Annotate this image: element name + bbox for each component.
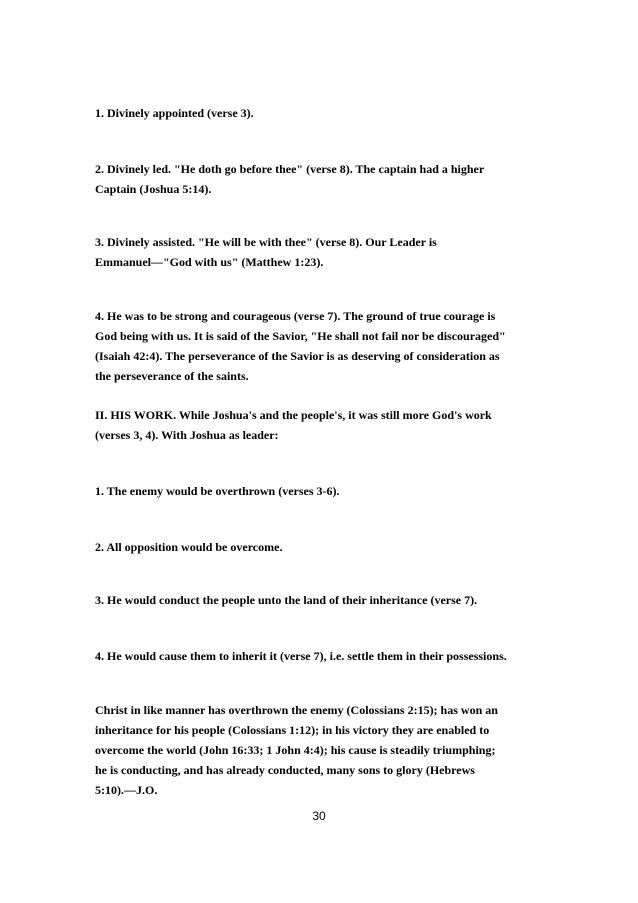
paragraph-his-work <box>95 405 555 445</box>
text-line: Emmanuel—"God with us" (Matthew 1:23). <box>95 255 324 269</box>
text-line: 1. Divinely appointed (verse 3). <box>95 106 254 120</box>
paragraph-strong-and-courageous <box>95 306 555 386</box>
text-line: 2. All opposition would be overcome. <box>95 540 283 554</box>
paragraph-inherit-it <box>95 646 555 666</box>
paragraph-divinely-assisted <box>95 232 555 272</box>
text-line: 3. He would conduct the people unto the land of their inheritance (verse 7). <box>95 593 478 607</box>
text-line: overcome the world (John 16:33; 1 John 4:4); his cause is steadily triumphing; <box>95 743 496 757</box>
text-line: (Isaiah 42:4). The perseverance of the Savior is as deserving of consideration as <box>95 349 500 363</box>
text-line: 4. He would cause them to inherit it (verse 7), i.e. settle them in their possessions. <box>95 649 507 663</box>
paragraph-enemy-overthrown <box>95 481 555 501</box>
paragraph-opposition-overcome <box>95 537 555 557</box>
text-line: (verses 3, 4). With Joshua as leader: <box>95 428 279 442</box>
text-line: Captain (Joshua 5:14). <box>95 182 212 196</box>
paragraph-divinely-led <box>95 159 555 199</box>
text-line: the perseverance of the saints. <box>95 369 249 383</box>
text-line: 5:10).—J.O. <box>95 783 158 797</box>
text-line: God being with us. It is said of the Savior, "He shall not fail nor be discouraged" <box>95 329 506 343</box>
text-line: inheritance for his people (Colossians 1:12); in his victory they are enabled to <box>95 723 490 737</box>
text-line: II. HIS WORK. While Joshua's and the people's, it was still more God's work <box>95 408 492 422</box>
text-line: 4. He was to be strong and courageous (verse 7). The ground of true courage is <box>95 309 496 323</box>
text-line: 1. The enemy would be overthrown (verses 3-6). <box>95 484 340 498</box>
paragraph-divinely-appointed <box>95 103 555 123</box>
paragraph-christ-like-manner <box>95 700 555 800</box>
text-line: he is conducting, and has already conducted, many sons to glory (Hebrews <box>95 763 475 777</box>
text-line: 2. Divinely led. "He doth go before thee" (verse 8). The captain had a higher <box>95 162 485 176</box>
page-number: 30 <box>312 809 326 823</box>
text-line: Christ in like manner has overthrown the enemy (Colossians 2:15); has won an <box>95 703 498 717</box>
text-line: 3. Divinely assisted. "He will be with thee" (verse 8). Our Leader is <box>95 235 437 249</box>
paragraph-conduct-people <box>95 590 555 610</box>
